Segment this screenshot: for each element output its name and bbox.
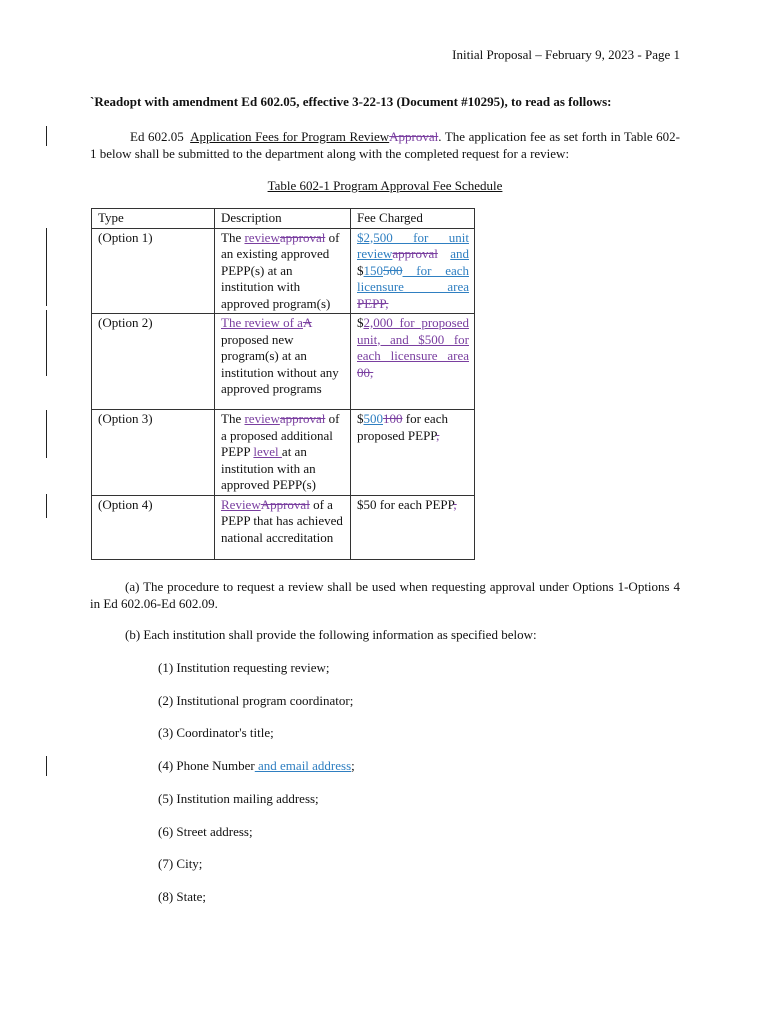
desc-text: The (221, 229, 245, 245)
table-row (92, 314, 475, 410)
fee-inserted: and (450, 246, 469, 261)
fee-deleted: PEPP, (357, 295, 389, 311)
change-bar (46, 126, 47, 146)
desc-text: proposed new program(s) at an institution without any approved programs (221, 331, 339, 396)
paragraph-b: (b) Each institution shall provide the following information as specified below: (125, 627, 537, 642)
row-fee (351, 410, 475, 496)
table-header-row (92, 209, 475, 229)
list-item (158, 758, 355, 774)
row-description (215, 228, 351, 314)
fee-inserted: $2,500 for unit review (357, 229, 469, 261)
header-type: Type (92, 209, 215, 229)
row-fee (351, 495, 475, 559)
desc-inserted: Review (221, 496, 261, 512)
fee-deleted: 00, (357, 364, 374, 380)
list-item: (8) State; (158, 889, 207, 904)
fee-deleted: , (436, 427, 440, 443)
row-fee (351, 314, 475, 410)
list-item: (3) Coordinator's title; (158, 725, 274, 740)
list-item: (5) Institution mailing address; (158, 791, 319, 806)
list-item: (6) Street address; (158, 824, 253, 839)
change-bar (46, 310, 47, 376)
table-row (92, 228, 475, 314)
page-header: Initial Proposal – February 9, 2023 - Page 1 (452, 47, 680, 62)
change-bar (46, 494, 47, 518)
desc-inserted: review (244, 229, 280, 245)
fee-schedule-table (91, 208, 475, 560)
row-description (215, 495, 351, 559)
row-type: (Option 1) (92, 228, 215, 314)
fee-deleted: 100 (383, 411, 403, 426)
desc-text: at an institution with an approved PEPP(s) (221, 444, 316, 492)
desc-text: of an existing approved PEPP(s) at an institution with approved program(s) (221, 229, 340, 311)
table-caption: Table 602-1 Program Approval Fee Schedule (267, 178, 503, 193)
change-bar (46, 410, 47, 458)
desc-deleted: approval (279, 411, 326, 426)
fee-text: $ (357, 315, 364, 330)
fee-deleted: approval (392, 246, 438, 261)
header-fee: Fee Charged (351, 209, 475, 229)
desc-inserted: review (244, 411, 280, 426)
list-item-inserted: and email address (254, 758, 352, 773)
row-description (215, 314, 351, 410)
fee-inserted: for each licensure area (357, 262, 469, 294)
table-row (92, 410, 475, 496)
fee-deleted: , (453, 496, 457, 512)
row-description (215, 410, 351, 496)
fee-inserted: 500 (363, 411, 383, 426)
desc-deleted: Approval (260, 496, 310, 512)
fee-deleted: 500 (383, 262, 403, 278)
fee-inserted: 150 (363, 262, 383, 278)
desc-text: of a proposed additional PEPP (221, 411, 340, 459)
section-paragraph (90, 128, 680, 162)
section-title-deleted: Approval (389, 129, 439, 144)
desc-deleted: approval (279, 229, 326, 245)
section-number: Ed 602.05 (130, 129, 184, 144)
table-row (92, 495, 475, 559)
fee-text: $50 for each PEPP (357, 496, 454, 512)
desc-inserted: The review of a (221, 315, 303, 330)
list-item-text: ; (351, 758, 355, 773)
fee-text: $ (357, 411, 364, 426)
desc-text: The (221, 411, 245, 426)
intro-heading: `Readopt with amendment Ed 602.05, effective 3-22-13 (Document #10295), to read as follows: (90, 94, 612, 109)
fee-text: for each proposed PEPP (357, 411, 448, 443)
paragraph-a: (a) The procedure to request a review shall be used when requesting approval under Options 1-Options 4 in Ed 602.06-Ed 602.09. (90, 579, 680, 611)
list-item: (1) Institution requesting review; (158, 660, 330, 675)
row-fee (351, 228, 475, 314)
row-type: (Option 3) (92, 410, 215, 496)
section-title-inserted: Application Fees for Program Review (190, 129, 390, 144)
row-type: (Option 4) (92, 495, 215, 559)
fee-inserted: 2,000 for proposed unit, and $500 for each licensure area (357, 315, 469, 363)
desc-inserted: level (253, 444, 282, 459)
list-item: (7) City; (158, 856, 203, 871)
change-bar (46, 756, 47, 776)
row-type: (Option 2) (92, 314, 215, 410)
header-description: Description (215, 209, 351, 229)
list-item-text: (4) Phone Number (158, 758, 255, 773)
desc-text: of a PEPP that has achieved national accreditation (221, 496, 343, 545)
list-item: (2) Institutional program coordinator; (158, 693, 354, 708)
change-bar (46, 228, 47, 306)
fee-text: $ (357, 262, 364, 278)
desc-deleted: A (302, 315, 312, 330)
section-text: . The application fee as set forth in Table 602-1 below shall be submitted to the department along with the completed request for a review: (90, 129, 680, 161)
